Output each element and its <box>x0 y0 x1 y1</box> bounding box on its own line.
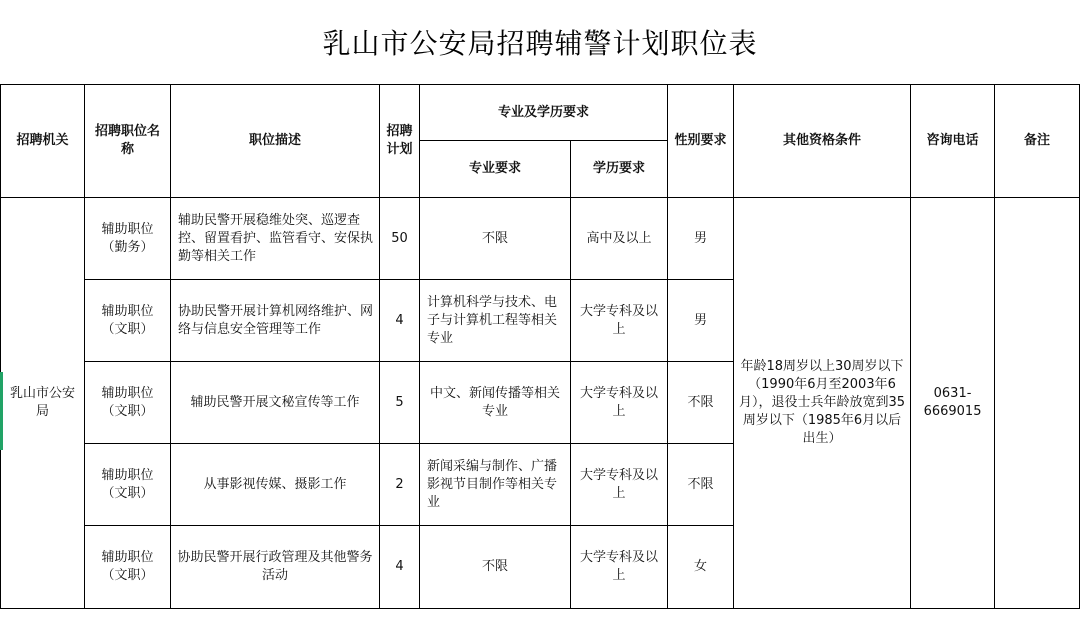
cell-position[interactable]: 辅助职位（文职） <box>85 444 171 526</box>
document-title: 乳山市公安局招聘辅警计划职位表 <box>0 0 1080 85</box>
header-description[interactable]: 职位描述 <box>171 85 380 198</box>
cell-description[interactable]: 辅助民警开展稳维处突、巡逻查控、留置看护、监管看守、安保执勤等相关工作 <box>171 198 380 280</box>
cell-position[interactable]: 辅助职位（文职） <box>85 280 171 362</box>
cell-phone[interactable]: 0631-6669015 <box>911 198 995 609</box>
cell-gender[interactable]: 不限 <box>668 362 734 444</box>
cell-education[interactable]: 大学专科及以上 <box>571 280 668 362</box>
cell-remarks[interactable] <box>995 198 1080 609</box>
cell-education[interactable]: 大学专科及以上 <box>571 526 668 609</box>
cell-plan[interactable]: 4 <box>380 526 420 609</box>
cell-description[interactable]: 协助民警开展计算机网络维护、网络与信息安全管理等工作 <box>171 280 380 362</box>
cell-major[interactable]: 不限 <box>420 526 571 609</box>
recruitment-table <box>0 84 1080 609</box>
cell-major[interactable]: 新闻采编与制作、广播影视节目制作等相关专业 <box>420 444 571 526</box>
header-remarks[interactable]: 备注 <box>995 85 1080 198</box>
header-major-education[interactable]: 专业及学历要求 <box>420 85 668 141</box>
header-position-name[interactable]: 招聘职位名称 <box>85 85 171 198</box>
cell-position[interactable]: 辅助职位（勤务） <box>85 198 171 280</box>
header-other-conditions[interactable]: 其他资格条件 <box>734 85 911 198</box>
cell-other-conditions[interactable]: 年龄18周岁以上30周岁以下（1990年6月至2003年6月），退役士兵年龄放宽到35周岁以下（1985年6月以后出生） <box>734 198 911 609</box>
cell-description[interactable]: 辅助民警开展文秘宣传等工作 <box>171 362 380 444</box>
table-row <box>1 198 1080 280</box>
header-plan[interactable]: 招聘计划 <box>380 85 420 198</box>
cell-major[interactable]: 不限 <box>420 198 571 280</box>
cell-agency[interactable]: 乳山市公安局 <box>1 198 85 609</box>
cell-plan[interactable]: 5 <box>380 362 420 444</box>
cell-major[interactable]: 计算机科学与技术、电子与计算机工程等相关专业 <box>420 280 571 362</box>
cell-description[interactable]: 从事影视传媒、摄影工作 <box>171 444 380 526</box>
cell-gender[interactable]: 不限 <box>668 444 734 526</box>
cell-plan[interactable]: 4 <box>380 280 420 362</box>
cell-gender[interactable]: 女 <box>668 526 734 609</box>
header-major[interactable]: 专业要求 <box>420 141 571 198</box>
cell-position[interactable]: 辅助职位（文职） <box>85 526 171 609</box>
cell-gender[interactable]: 男 <box>668 280 734 362</box>
header-gender[interactable]: 性别要求 <box>668 85 734 198</box>
cell-education[interactable]: 大学专科及以上 <box>571 444 668 526</box>
cell-major[interactable]: 中文、新闻传播等相关专业 <box>420 362 571 444</box>
cell-education[interactable]: 高中及以上 <box>571 198 668 280</box>
header-phone[interactable]: 咨询电话 <box>911 85 995 198</box>
cell-education[interactable]: 大学专科及以上 <box>571 362 668 444</box>
cell-description[interactable]: 协助民警开展行政管理及其他警务活动 <box>171 526 380 609</box>
cell-position[interactable]: 辅助职位（文职） <box>85 362 171 444</box>
header-education[interactable]: 学历要求 <box>571 141 668 198</box>
cell-plan[interactable]: 50 <box>380 198 420 280</box>
cell-gender[interactable]: 男 <box>668 198 734 280</box>
cell-plan[interactable]: 2 <box>380 444 420 526</box>
header-agency[interactable]: 招聘机关 <box>1 85 85 198</box>
selection-marker <box>0 372 3 450</box>
